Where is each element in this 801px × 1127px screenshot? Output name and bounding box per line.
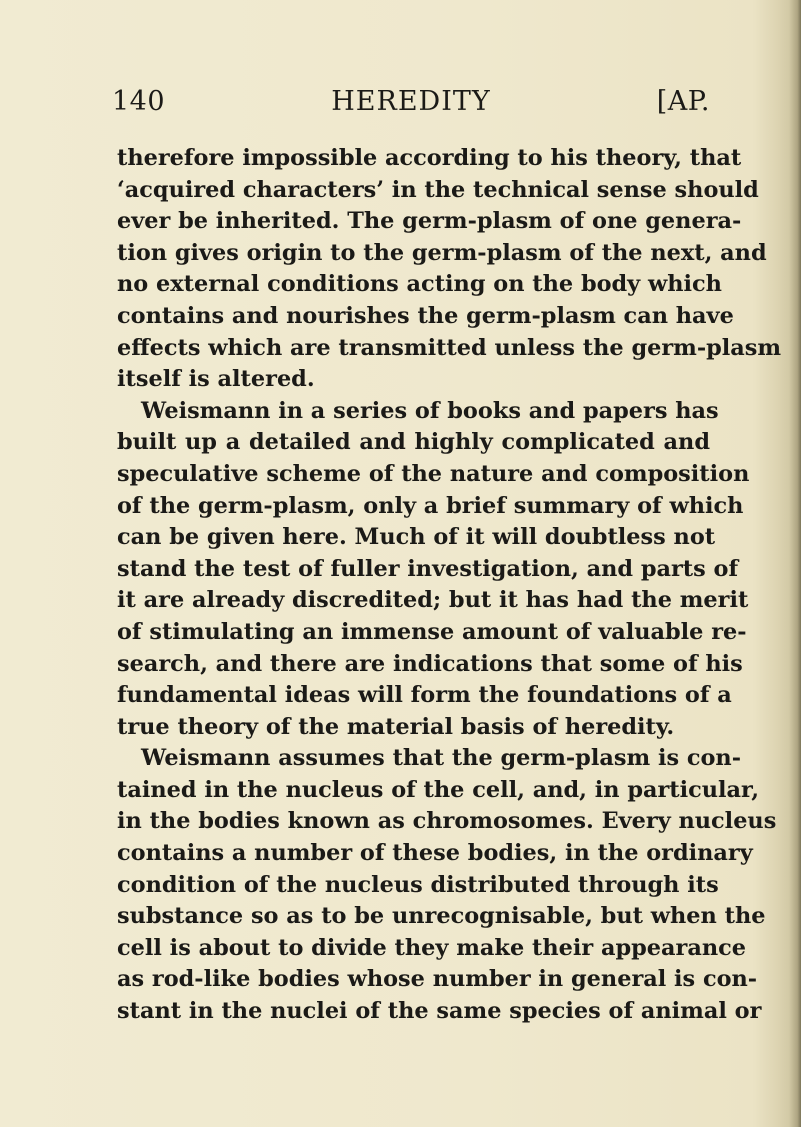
running-head — [112, 86, 710, 126]
text-line: substance so as to be unrecognisable, but when the — [117, 903, 766, 930]
text-line: stant in the nuclei of the same species of animal or — [117, 998, 762, 1025]
text-line: can be given here. Much of it will doubtless not — [117, 524, 716, 551]
page-edge-shadow — [789, 0, 801, 1127]
text-line: no external conditions acting on the body which — [117, 271, 722, 298]
text-line: as rod-like bodies whose number in general is con- — [117, 966, 758, 993]
text-line: itself is altered. — [117, 366, 315, 393]
text-line: built up a detailed and highly complicated and — [117, 429, 710, 456]
text-line: of the germ-plasm, only a brief summary of which — [117, 492, 744, 519]
body-text — [117, 143, 782, 1028]
text-line: stand the test of fuller investigation, and parts of — [117, 555, 739, 582]
text-line: fundamental ideas will form the foundations of a — [117, 682, 732, 709]
running-chapter: [AP. — [656, 86, 710, 117]
text-line: ever be inherited. The germ-plasm of one genera- — [117, 208, 742, 235]
text-line: ‘acquired characters’ in the technical sense should — [117, 176, 759, 203]
text-line: therefore impossible according to his theory, that — [117, 145, 742, 171]
text-line: tained in the nucleus of the cell, and, in particular, — [117, 776, 760, 803]
text-line: Weismann in a series of books and papers has — [141, 397, 719, 424]
running-title: HEREDITY — [331, 86, 491, 117]
text-line: speculative scheme of the nature and composition — [117, 460, 750, 487]
text-line: contains a number of these bodies, in the ordinary — [117, 840, 753, 867]
text-line: Weismann assumes that the germ-plasm is con- — [141, 745, 741, 772]
text-line: true theory of the material basis of heredity. — [117, 713, 675, 740]
text-line: search, and there are indications that some of his — [117, 650, 743, 677]
text-line: contains and nourishes the germ-plasm can have — [117, 302, 734, 329]
text-line: in the bodies known as chromosomes. Every nucleus — [117, 808, 777, 835]
page-number: 140 — [112, 86, 166, 117]
text-line: of stimulating an immense amount of valuable re- — [117, 618, 747, 645]
text-line: cell is about to divide they make their appearance — [117, 934, 746, 961]
text-line: effects which are transmitted unless the germ-plasm — [117, 334, 782, 361]
text-line: it are already discredited; but it has had the merit — [117, 587, 749, 614]
text-line: tion gives origin to the germ-plasm of the next, and — [117, 239, 767, 266]
text-line: condition of the nucleus distributed through its — [117, 871, 719, 898]
